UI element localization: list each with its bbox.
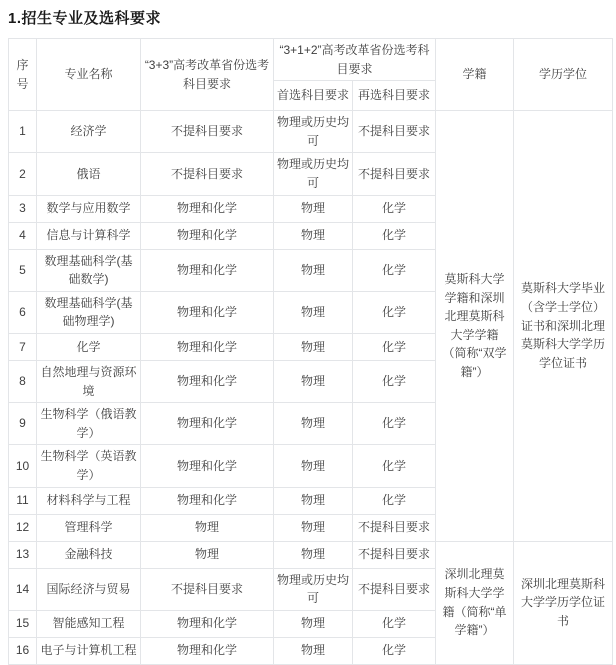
major-name-cell: 智能感知工程 [37, 610, 141, 637]
major-name-cell: 材料科学与工程 [37, 487, 141, 514]
req-3-3-cell: 不提科目要求 [141, 568, 274, 610]
row-number-cell: 4 [9, 222, 37, 249]
first-subject-cell: 物理 [274, 333, 353, 360]
req-3-3-cell: 物理和化学 [141, 445, 274, 487]
req-3-3-cell: 物理和化学 [141, 333, 274, 360]
second-subject-cell: 不提科目要求 [353, 541, 436, 568]
row-number-cell: 5 [9, 249, 37, 291]
second-subject-cell: 化学 [353, 195, 436, 222]
row-number-cell: 13 [9, 541, 37, 568]
req-3-3-cell: 物理 [141, 514, 274, 541]
first-subject-cell: 物理 [274, 222, 353, 249]
second-subject-cell: 化学 [353, 222, 436, 249]
header-no: 序号 [9, 39, 37, 111]
row-number-cell: 3 [9, 195, 37, 222]
row-number-cell: 1 [9, 111, 37, 153]
major-name-cell: 经济学 [37, 111, 141, 153]
first-subject-cell: 物理 [274, 541, 353, 568]
second-subject-cell: 化学 [353, 333, 436, 360]
major-name-cell: 生物科学（俄语教学） [37, 403, 141, 445]
page-title: 1.招生专业及选科要求 [8, 10, 162, 27]
req-3-3-cell: 物理和化学 [141, 195, 274, 222]
major-name-cell: 自然地理与资源环境 [37, 360, 141, 402]
first-subject-cell: 物理 [274, 637, 353, 664]
req-3-3-cell: 物理和化学 [141, 249, 274, 291]
degree-cell-single: 深圳北理莫斯科大学学历学位证书 [514, 541, 613, 664]
header-req-3-1-2: “3+1+2”高考改革省份选考科目要求 [274, 39, 436, 81]
header-registration: 学籍 [436, 39, 514, 111]
first-subject-cell: 物理或历史均可 [274, 568, 353, 610]
table-header [9, 39, 613, 111]
req-3-3-cell: 物理和化学 [141, 291, 274, 333]
first-subject-cell: 物理 [274, 487, 353, 514]
req-3-3-cell: 物理 [141, 541, 274, 568]
first-subject-cell: 物理 [274, 514, 353, 541]
major-name-cell: 数学与应用数学 [37, 195, 141, 222]
header-row-1 [9, 39, 613, 81]
second-subject-cell: 化学 [353, 403, 436, 445]
second-subject-cell: 化学 [353, 487, 436, 514]
major-name-cell: 电子与计算机工程 [37, 637, 141, 664]
first-subject-cell: 物理 [274, 610, 353, 637]
major-name-cell: 数理基础科学(基础数学) [37, 249, 141, 291]
second-subject-cell: 不提科目要求 [353, 568, 436, 610]
second-subject-cell: 化学 [353, 445, 436, 487]
req-3-3-cell: 不提科目要求 [141, 153, 274, 195]
major-name-cell: 国际经济与贸易 [37, 568, 141, 610]
registration-cell-single: 深圳北理莫斯科大学学籍（简称“单学籍”） [436, 541, 514, 664]
major-name-cell: 金融科技 [37, 541, 141, 568]
second-subject-cell: 化学 [353, 637, 436, 664]
req-3-3-cell: 不提科目要求 [141, 111, 274, 153]
req-3-3-cell: 物理和化学 [141, 637, 274, 664]
first-subject-cell: 物理 [274, 360, 353, 402]
header-first-subject: 首选科目要求 [274, 81, 353, 111]
row-number-cell: 7 [9, 333, 37, 360]
row-number-cell: 8 [9, 360, 37, 402]
row-number-cell: 6 [9, 291, 37, 333]
table-row [9, 111, 613, 153]
major-name-cell: 信息与计算科学 [37, 222, 141, 249]
major-name-cell: 数理基础科学(基础物理学) [37, 291, 141, 333]
second-subject-cell: 不提科目要求 [353, 153, 436, 195]
major-name-cell: 生物科学（英语教学） [37, 445, 141, 487]
major-name-cell: 管理科学 [37, 514, 141, 541]
row-number-cell: 9 [9, 403, 37, 445]
row-number-cell: 2 [9, 153, 37, 195]
row-number-cell: 14 [9, 568, 37, 610]
req-3-3-cell: 物理和化学 [141, 360, 274, 402]
table-row [9, 541, 613, 568]
header-major: 专业名称 [37, 39, 141, 111]
first-subject-cell: 物理 [274, 195, 353, 222]
row-number-cell: 16 [9, 637, 37, 664]
first-subject-cell: 物理 [274, 403, 353, 445]
row-number-cell: 10 [9, 445, 37, 487]
header-req-3-3: “3+3”高考改革省份选考科目要求 [141, 39, 274, 111]
second-subject-cell: 化学 [353, 291, 436, 333]
req-3-3-cell: 物理和化学 [141, 487, 274, 514]
registration-cell-double: 莫斯科大学学籍和深圳北理莫斯科大学学籍（简称“双学籍”） [436, 111, 514, 541]
major-name-cell: 俄语 [37, 153, 141, 195]
row-number-cell: 12 [9, 514, 37, 541]
major-name-cell: 化学 [37, 333, 141, 360]
first-subject-cell: 物理 [274, 291, 353, 333]
req-3-3-cell: 物理和化学 [141, 610, 274, 637]
first-subject-cell: 物理 [274, 249, 353, 291]
row-number-cell: 11 [9, 487, 37, 514]
first-subject-cell: 物理 [274, 445, 353, 487]
header-second-subject: 再选科目要求 [353, 81, 436, 111]
degree-cell-double: 莫斯科大学毕业（含学士学位）证书和深圳北理莫斯科大学学历学位证书 [514, 111, 613, 541]
table-body [9, 111, 613, 665]
second-subject-cell: 不提科目要求 [353, 111, 436, 153]
second-subject-cell: 不提科目要求 [353, 514, 436, 541]
second-subject-cell: 化学 [353, 610, 436, 637]
header-degree: 学历学位 [514, 39, 613, 111]
first-subject-cell: 物理或历史均可 [274, 111, 353, 153]
admission-requirements-table [8, 38, 613, 665]
first-subject-cell: 物理或历史均可 [274, 153, 353, 195]
req-3-3-cell: 物理和化学 [141, 222, 274, 249]
row-number-cell: 15 [9, 610, 37, 637]
second-subject-cell: 化学 [353, 360, 436, 402]
req-3-3-cell: 物理和化学 [141, 403, 274, 445]
second-subject-cell: 化学 [353, 249, 436, 291]
